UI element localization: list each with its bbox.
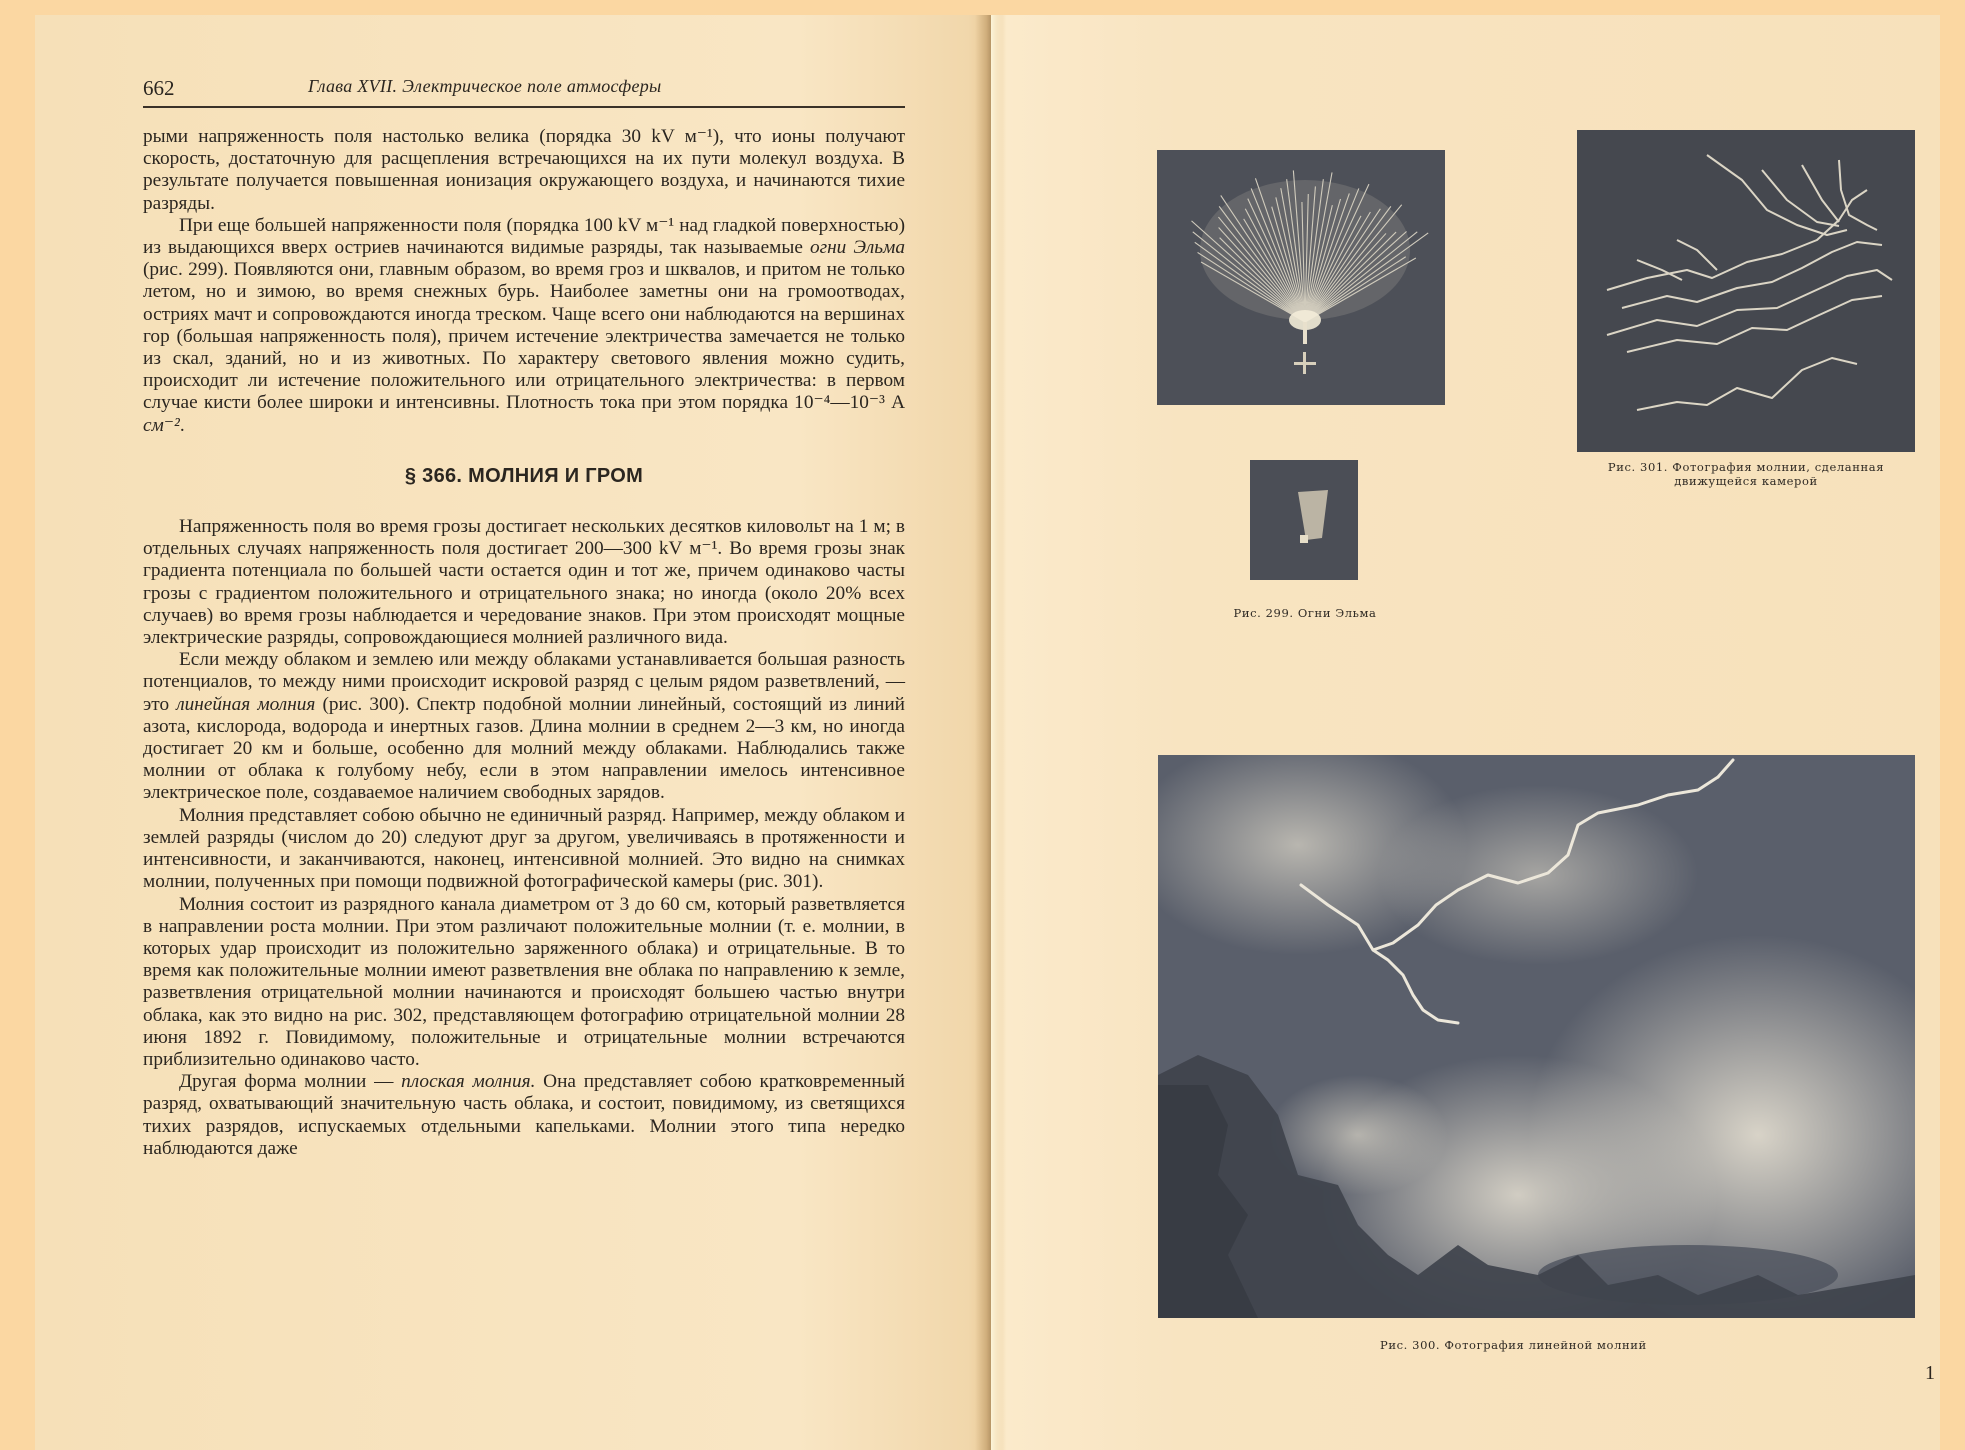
spine-highlight [991, 15, 1003, 1450]
term-italic: плоская молния. [401, 1071, 536, 1093]
figure-299-photo-small [1250, 460, 1358, 580]
spine-shadow [975, 15, 991, 1450]
figure-301-caption: Рис. 301. Фотография молнии, сделанная движущейся камерой [1607, 460, 1885, 488]
figure-300-caption: Рис. 300. Фотография линейной молний [1380, 1338, 1647, 1352]
paragraph: Напряженность поля во время грозы достигает нескольких десятков киловольт на 1 м; в отдельных случаях напряженность поля достигает 200—300 kV м⁻¹. Во время грозы знак градиента потенциала по большей части остается один и тот же, причем одинаково часты грозы с градиентом положительного и отрицательного знака; но иногда (около 20% всех случаев) во время грозы наблюдается и чередование знаков. При этом происходят мощные электрические разряды, сопровождающиеся молнией различного вида. [143, 516, 905, 649]
term-italic: линейная молния [176, 693, 316, 715]
figure-299-photo-large [1157, 150, 1445, 405]
page-number: 662 [143, 76, 175, 100]
paragraph: Молния состоит из разрядного канала диаметром от 3 до 60 см, который разветвляется в направлении роста молнии. При этом различают положительные молнии (т. е. молнии, в которых удар происходит из положительно заряженного облака) и отрицательные. В то время как положительные молнии имеют разветвления вне облака по направлению к земле, разветвления отрицательной молнии начинаются и происходят большею частью внутри облака, как это видно на рис. 302, представляющем фотографию отрицательной молнии 28 июня 1892 г. Повидимому, положительные и отрицательные молнии встречаются приблизительно одинаково часто. [143, 893, 905, 1070]
page-header [143, 72, 905, 108]
term-italic: огни Эльма [809, 237, 905, 259]
st-elmo-fire-image [1157, 150, 1445, 405]
paragraph: Если между облаком и землею или между облаками устанавливается большая разность потенциалов, то между ними происходит искровой разряд с целым рядом разветвлений, — это линейная молния (рис. 300). Спектр подобной молнии линейный, состоящий из линий азота, кислорода, водорода и инертных газов. Длина молнии в среднем 2—3 км, но иногда достигает 20 км и больше, особенно для молний между облаками. Наблюдались также молнии от облака к голубому небу, если в этом направлении имелось интенсивное электрическое поле, создаваемое наличием свободных зарядов. [143, 649, 905, 804]
section-title: § 366. МОЛНИЯ И ГРОМ [404, 464, 644, 487]
moving-camera-lightning-image [1577, 130, 1915, 452]
paragraph: При еще большей напряженности поля (порядка 100 kV м⁻¹ над гладкой поверхностью) из выдающихся вверх остриев начинаются видимые разряды, так называемые огни Эльма (рис. 299). Появляются они, главным образом, во время гроз и шквалов, и притом не только летом, но и зимою, во время снежных бурь. Наиболее заметны они на громоотводах, остриях мачт и сопровождаются иногда треском. Чаще всего они наблюдаются на вершинах гор (большая напряженность поля), причем истечение электричества замечается не только из скал, зданий, но и из животных. По характеру светового явления можно судить, происходит ли истечение положительного или отрицательного электричества: в первом случае кисти более широки и интенсивны. Плотность тока при этом порядка 10⁻⁴—10⁻³ A см⁻². [143, 214, 905, 436]
paragraph: Молния представляет собою обычно не единичный разряд. Например, между облаком и землей разряды (числом до 20) следуют друг за другом, увеличиваясь в протяженности и интенсивности, и заканчиваются, наконец, интенсивной молнией. Это видно на снимках молнии, полученных при помощи подвижной фотографической камеры (рис. 301). [143, 804, 905, 893]
figure-299-caption: Рис. 299. Огни Эльма [1233, 606, 1377, 620]
figure-300-photo [1158, 755, 1915, 1318]
figure-301-photo [1577, 130, 1915, 452]
st-elmo-fire-small-image [1250, 460, 1358, 580]
corner-mark: 1 [1925, 1362, 1935, 1384]
running-head: Глава XVII. Электрическое поле атмосферы [308, 76, 662, 96]
linear-lightning-image [1158, 755, 1915, 1318]
paragraph: рыми напряженность поля настолько велика (порядка 30 kV м⁻¹), что ионы получают скорость, достаточную для расщепления встречающихся на их пути молекул воздуха. В результате получается повышенная ионизация окружающего воздуха, и начинаются тихие разряды. [143, 126, 905, 214]
paragraph: Другая форма молнии — плоская молния. Она представляет собою кратковременный разряд, охватывающий значительную часть облака, и состоит, повидимому, из светящихся тихих разрядов, испускаемых отдельными капельками. Молнии этого типа нередко наблюдаются даже [143, 1071, 905, 1159]
body-text [143, 126, 905, 1160]
